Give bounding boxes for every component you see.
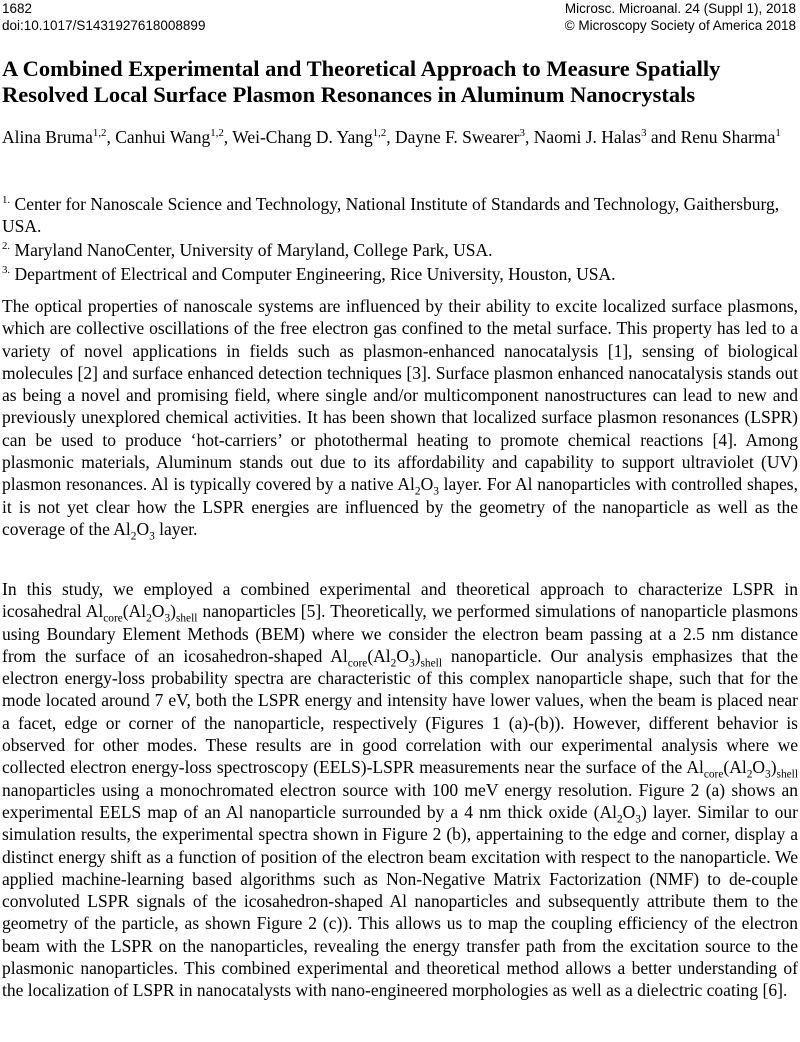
affiliation: $^{3.}$ Department of Electrical and Computer Engineering, Rice University, Houston, USA. — [2, 264, 616, 284]
body-paragraph-2: In this study, we employed a combined experimental and theoretical approach to characterize LSPR in icosahedral $Al_{core}(Al_2O_3)_{shell}$ nanoparticles [5]. Theoretically, we performed simulations of nanoparticle plasmons using Boundary Element Methods (BEM) where we consider the electron beam passing at a 2.5 nm distance from the surface of an icosahedron-shaped $Al_{core}(Al_2O_3)_{shell}$ nanoparticle. Our analysis emphasizes that the electron energy-loss probability spectra are characteristic of this complex nanoparticle shape, such that for the mode located around 7 eV, both the LSPR energy and intensity have lower values, when the beam is placed near a facet, edge or corner of the nanoparticle, respectively (Figures 1 (a)-(b)). However, different behavior is observed for other modes. These results are in good correlation with our experimental analysis where we collected electron energy-loss spectroscopy (EELS)-LSPR measurements near the surface of the $Al_{core}(Al_2O_3)_{shell}$ nanoparticles using a monochromated electron source with 100 meV energy resolution. Figure 2 (a) shows an experimental EELS map of an Al nanoparticle surrounded by a 4 nm thick oxide $(Al_2O_3)$ layer. Similar to our simulation results, the experimental spectra shown in Figure 2 (b), appertaining to the edge and corner, display a distinct energy shift as a function of position of the electron beam excitation with respect to the nanoparticle. We applied machine-learning based algorithms such as Non-Negative Matrix Factorization (NMF) to de-couple convoluted LSPR signals of the icosahedron-shaped Al nanoparticles and subsequently attribute them to the geometry of the particle, as shown Figure 2 (c)). This allows us to map the coupling efficiency of the electron beam with the LSPR on the nanoparticles, revealing the energy transfer path from the excitation source to the plasmonic nanoparticles. This combined experimental and theoretical method allows a better understanding of the localization of LSPR in nanocatalysts with nano-engineered morphologies as well as a dielectric coating [6]. — [2, 579, 799, 1001]
author: Naomi J. Halas$^3$ and — [533, 127, 681, 147]
copyright-notice: © Microscopy Society of America 2018 — [564, 18, 796, 33]
author: Canhui Wang$^{1,2}$, — [115, 127, 233, 147]
journal-citation: Microsc. Microanal. 24 (Suppl 1), 2018 — [564, 1, 796, 16]
formula-core-shell: $Al_{core}(Al_2O_3)_{shell}$ — [330, 645, 442, 670]
formula-al2o3: $Al_2O_3$ — [599, 801, 641, 826]
formula-al2o3: $Al_2O_3$ — [397, 474, 439, 498]
page-header-left — [2, 0, 205, 34]
paper-title: A Combined Experimental and Theoretical Approach to Measure Spatially Resolved Local Surface Plasmon Resonances in Aluminum Nanocrystals — [2, 56, 721, 107]
affiliation: $^{1.}$ Center for Nanoscale Science and Technology, National Institute of Standards and Technology, Gaithersburg, USA. — [2, 194, 780, 236]
affiliation-list — [2, 193, 798, 287]
formula-core-shell: $Al_{core}(Al_2O_3)_{shell}$ — [686, 757, 798, 781]
body-paragraph-1: The optical properties of nanoscale systems are influenced by their ability to excite localized surface plasmons, which are collective oscillations of the free electron gas confined to the metal surface. This property has led to a variety of novel applications in fields such as plasmon-enhanced nanocatalysis [1], sensing of biological molecules [2] and surface enhanced detection techniques [3]. Surface plasmon enhanced nanocatalysis stands out as being a novel and promising field, where single and/or multicomponent nanostructures can lead to new and previously unexplored chemical activities. It has been shown that localized surface plasmon resonances (LSPR) can be used to produce ‘hot-carriers’ or photothermal heating to promote chemical reactions [4]. Among plasmonic materials, Aluminum stands out due to its affordability and capability to support ultraviolet (UV) plasmon resonances. Al is typically covered by a native $Al_2O_3$ layer. For Al nanoparticles with controlled shapes, it is not yet clear how the LSPR energies are influenced by the geometry of the nanoparticle as well as the coverage of the $Al_2O_3$ layer. — [2, 296, 798, 543]
affiliation: $^{2.}$ Maryland NanoCenter, University of Maryland, College Park, USA. — [2, 240, 493, 260]
author-list — [2, 126, 798, 148]
formula-al2o3: $Al_2O_3$ — [113, 518, 155, 543]
author: Dayne F. Swearer$^3$, — [395, 127, 534, 147]
author: Renu Sharma$^1$ — [680, 127, 781, 147]
page-number: 1682 — [2, 1, 33, 16]
doi: doi:10.1017/S1431927618008899 — [2, 18, 206, 33]
formula-core-shell: $Al_{core}(Al_2O_3)_{shell}$ — [85, 601, 198, 625]
author: Wei-Chang D. Yang$^{1,2}$, — [232, 127, 396, 147]
author: Alina Bruma$^{1,2}$, — [2, 127, 116, 147]
page-header-right — [565, 0, 796, 34]
